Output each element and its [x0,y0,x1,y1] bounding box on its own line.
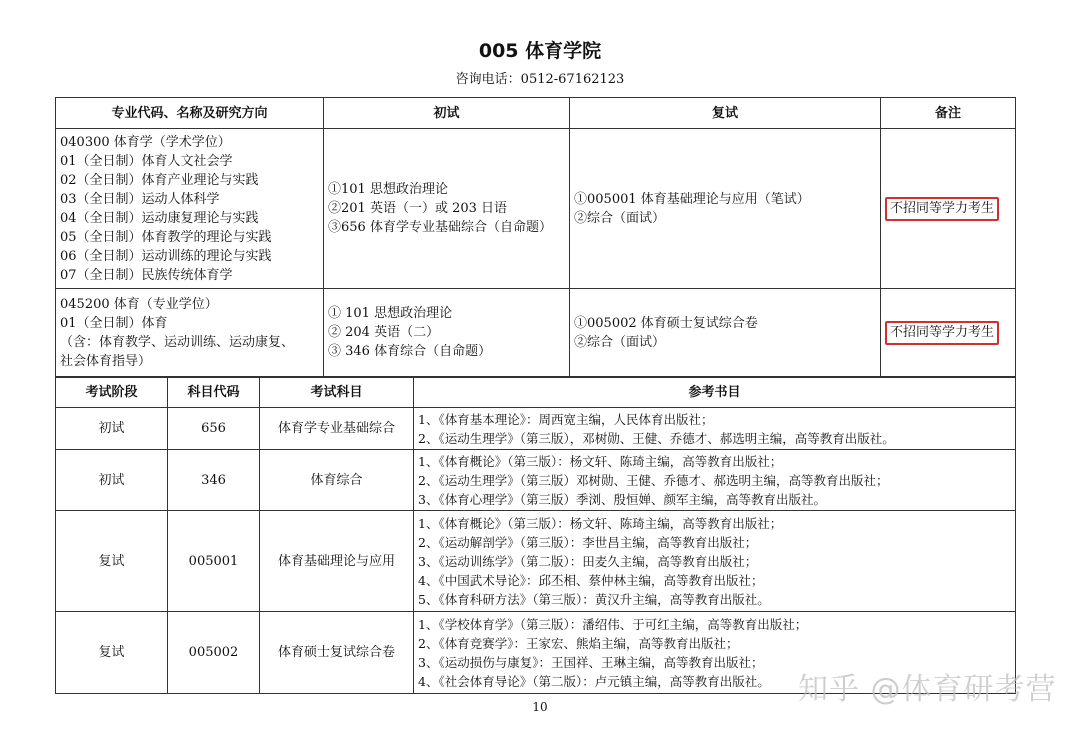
note-highlight: 不招同等学力考生 [885,321,999,345]
subject-cell: 体育综合 [260,450,414,511]
initial-cell [324,129,570,289]
reference-row [56,450,1016,511]
reference-table [55,377,1016,694]
major-line: 045200 体育（专业学位） [60,296,218,312]
retest-line: ①005001 体育基础理论与应用（笔试） [574,191,810,207]
note-highlight: 不招同等学力考生 [885,197,999,221]
major-line: 01（全日制）体育 [60,315,168,331]
subject-cell: 体育基础理论与应用 [260,511,414,612]
book-item: 3、《运动损伤与康复》：王国祥、王琳主编，高等教育出版社； [418,654,764,670]
book-item: 4、《社会体育导论》（第二版）：卢元镇主编，高等教育出版社。 [418,673,770,689]
major-line: 03（全日制）运动人体科学 [60,191,220,207]
book-item: 4、《中国武术导论》：邱丕相、蔡仲林主编，高等教育出版社； [418,572,764,588]
major-line: 06（全日制）运动训练的理论与实践 [60,248,272,264]
book-item: 2、《运动生理学》（第三版）邓树勋、王健、乔德才、郝选明主编，高等教育出版社； [418,472,889,488]
retest-cell [570,129,881,289]
code-cell: 005001 [168,511,260,612]
program-table [55,97,1016,377]
initial-cell [324,289,570,377]
header-note: 备注 [881,98,1016,129]
reference-row [56,511,1016,612]
subject-cell: 体育学专业基础综合 [260,408,414,450]
code-cell: 656 [168,408,260,450]
stage-cell: 初试 [56,450,168,511]
book-item: 2、《运动解剖学》（第三版）：李世昌主编，高等教育出版社； [418,534,758,550]
major-cell [56,129,324,289]
header-stage: 考试阶段 [56,378,168,408]
initial-line: ① 101 思想政治理论 [328,306,453,321]
book-item: 3、《运动训练学》（第二版）：田麦久主编，高等教育出版社； [418,553,758,569]
book-item: 1、《体育基本理论》：周西宽主编，人民体育出版社； [418,411,714,427]
initial-line: ② 204 英语（二） [328,325,440,340]
reference-table-header [56,378,1016,408]
major-line: （含：体育教学、运动训练、运动康复、 [60,334,295,350]
retest-line: ②综合（面试） [574,210,666,226]
header-retest: 复试 [570,98,881,129]
header-subject: 考试科目 [260,378,414,408]
program-table-header [56,98,1016,129]
stage-cell: 初试 [56,408,168,450]
watermark: 知乎 @体育研考营 [798,672,1057,707]
major-line: 040300 体育学（学术学位） [60,134,231,150]
initial-line: ②201 英语（一）或 203 日语 [328,201,508,216]
program-row [56,289,1016,377]
book-item: 2、《运动生理学》（第三版），邓树勋、王健、乔德才、郝选明主编，高等教育出版社。 [418,430,895,446]
initial-line: ③656 体育学专业基础综合（自命题） [328,220,552,235]
major-line: 02（全日制）体育产业理论与实践 [60,172,259,188]
header-major: 专业代码、名称及研究方向 [56,98,324,129]
page-title: 005 体育学院 [478,40,602,62]
initial-line: ①101 思想政治理论 [328,182,448,197]
note-cell [881,289,1016,377]
program-row [56,129,1016,289]
code-cell: 005002 [168,612,260,694]
books-cell [414,511,1016,612]
book-item: 5、《体育科研方法》（第三版）：黄汉升主编，高等教育出版社。 [418,591,770,607]
major-cell [56,289,324,377]
consult-phone: 咨询电话：0512-67162123 [455,72,625,87]
major-line: 社会体育指导） [60,353,152,369]
major-line: 01（全日制）体育人文社会学 [60,153,233,169]
header-books: 参考书目 [414,378,1016,408]
major-line: 05（全日制）体育教学的理论与实践 [60,229,272,245]
header-code: 科目代码 [168,378,260,408]
books-cell [414,450,1016,511]
book-item: 2、《体育竞赛学》：王家宏、熊焰主编，高等教育出版社； [418,635,739,651]
header-initial: 初试 [324,98,570,129]
stage-cell: 复试 [56,612,168,694]
major-line: 07（全日制）民族传统体育学 [60,267,233,283]
book-item: 1、《体育概论》（第三版）：杨文轩、陈琦主编，高等教育出版社； [418,453,783,469]
retest-line: ②综合（面试） [574,334,666,350]
stage-cell: 复试 [56,511,168,612]
reference-row [56,408,1016,450]
code-cell: 346 [168,450,260,511]
page-number: 10 [532,700,548,714]
major-line: 04（全日制）运动康复理论与实践 [60,210,259,226]
initial-line: ③ 346 体育综合（自命题） [328,344,492,359]
note-cell [881,129,1016,289]
book-item: 1、《学校体育学》（第三版）：潘绍伟、于可红主编，高等教育出版社； [418,616,808,632]
subject-cell: 体育硕士复试综合卷 [260,612,414,694]
retest-cell [570,289,881,377]
book-item: 1、《体育概论》（第三版）：杨文轩、陈琦主编，高等教育出版社； [418,515,783,531]
book-item: 3、《体育心理学》（第三版）季浏、殷恒婵、颜军主编，高等教育出版社。 [418,491,826,507]
retest-line: ①005002 体育硕士复试综合卷 [574,315,758,331]
books-cell [414,408,1016,450]
